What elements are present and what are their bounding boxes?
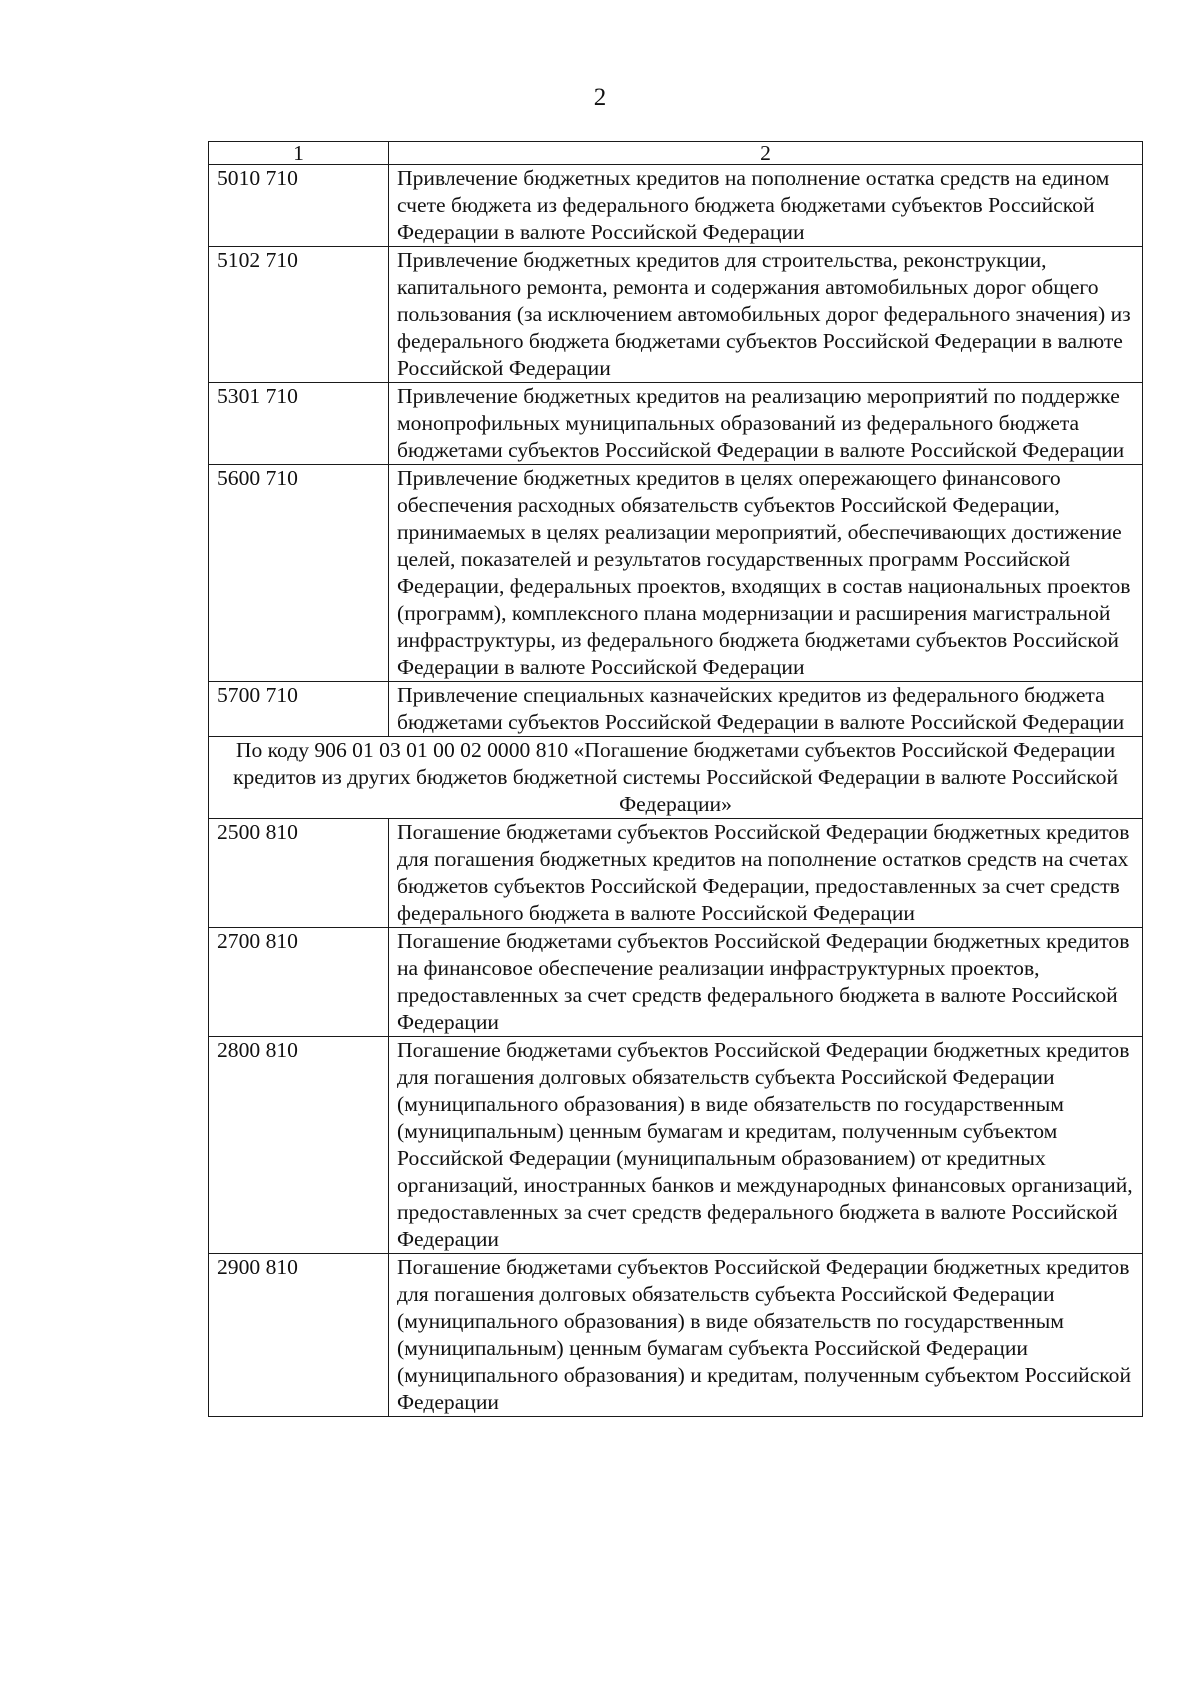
- row-code: 5600 710: [209, 465, 389, 682]
- table-row: [209, 165, 1143, 247]
- table-row: [209, 819, 1143, 928]
- row-description: Погашение бюджетами субъектов Российской Федерации бюджетных кредитов для погашения долговых обязательств субъекта Российской Федерации (муниципального образования) в виде обязательств по государственным (муниципальным) ценным бумагам субъекта Российской Федерации (муниципального образования) и кредитам, полученным субъектом Российской Федерации: [389, 1254, 1143, 1417]
- row-description: Погашение бюджетами субъектов Российской Федерации бюджетных кредитов для погашения долговых обязательств субъекта Российской Федерации (муниципального образования) в виде обязательств по государственным (муниципальным) ценным бумагам и кредитам, полученным субъектом Российской Федерации (муниципальным образованием) от кредитных организаций, иностранных банков и международных финансовых организаций, предоставленных за счет средств федерального бюджета в валюте Российской Федерации: [389, 1037, 1143, 1254]
- table-row: [209, 465, 1143, 682]
- row-code: 2800 810: [209, 1037, 389, 1254]
- table-row: [209, 1037, 1143, 1254]
- table-row: [209, 1254, 1143, 1417]
- row-code: 2900 810: [209, 1254, 389, 1417]
- table-row: [209, 247, 1143, 383]
- row-description: Привлечение бюджетных кредитов на пополнение остатка средств на едином счете бюджета из федерального бюджета бюджетами субъектов Российской Федерации в валюте Российской Федерации: [389, 165, 1143, 247]
- table-row: [209, 682, 1143, 737]
- row-description: Привлечение бюджетных кредитов на реализацию мероприятий по поддержке монопрофильных муниципальных образований из федерального бюджета бюджетами субъектов Российской Федерации в валюте Российской Федерации: [389, 383, 1143, 465]
- table-header-row: [209, 142, 1143, 165]
- section-heading: По коду 906 01 03 01 00 02 0000 810 «Погашение бюджетами субъектов Российской Федерации кредитов из других бюджетов бюджетной системы Российской Федерации в валюте Российской Федерации»: [209, 737, 1143, 819]
- row-description: Привлечение специальных казначейских кредитов из федерального бюджета бюджетами субъектов Российской Федерации в валюте Российской Федерации: [389, 682, 1143, 737]
- section-heading-row: [209, 737, 1143, 819]
- page-number: 2: [593, 84, 607, 111]
- row-code: 5301 710: [209, 383, 389, 465]
- row-code: 5010 710: [209, 165, 389, 247]
- row-code: 2500 810: [209, 819, 389, 928]
- row-description: Погашение бюджетами субъектов Российской Федерации бюджетных кредитов для погашения бюджетных кредитов на пополнение остатков средств на счетах бюджетов субъектов Российской Федерации, предоставленных за счет средств федерального бюджета в валюте Российской Федерации: [389, 819, 1143, 928]
- table-row: [209, 928, 1143, 1037]
- row-code: 5700 710: [209, 682, 389, 737]
- row-code: 5102 710: [209, 247, 389, 383]
- row-description: Привлечение бюджетных кредитов в целях опережающего финансового обеспечения расходных обязательств субъектов Российской Федерации, принимаемых в целях реализации мероприятий, обеспечивающих достижение целей, показателей и результатов государственных программ Российской Федерации, федеральных проектов, входящих в состав национальных проектов (программ), комплексного плана модернизации и расширения магистральной инфраструктуры, из федерального бюджета бюджетами субъектов Российской Федерации в валюте Российской Федерации: [389, 465, 1143, 682]
- row-code: 2700 810: [209, 928, 389, 1037]
- table-row: [209, 383, 1143, 465]
- column-header-description: 2: [389, 142, 1143, 165]
- budget-codes-table: [208, 141, 1143, 1417]
- row-description: Привлечение бюджетных кредитов для строительства, реконструкции, капитального ремонта, ремонта и содержания автомобильных дорог общего пользования (за исключением автомобильных дорог федерального значения) из федерального бюджета бюджетами субъектов Российской Федерации в валюте Российской Федерации: [389, 247, 1143, 383]
- row-description: Погашение бюджетами субъектов Российской Федерации бюджетных кредитов на финансовое обеспечение реализации инфраструктурных проектов, предоставленных за счет средств федерального бюджета в валюте Российской Федерации: [389, 928, 1143, 1037]
- column-header-code: 1: [209, 142, 389, 165]
